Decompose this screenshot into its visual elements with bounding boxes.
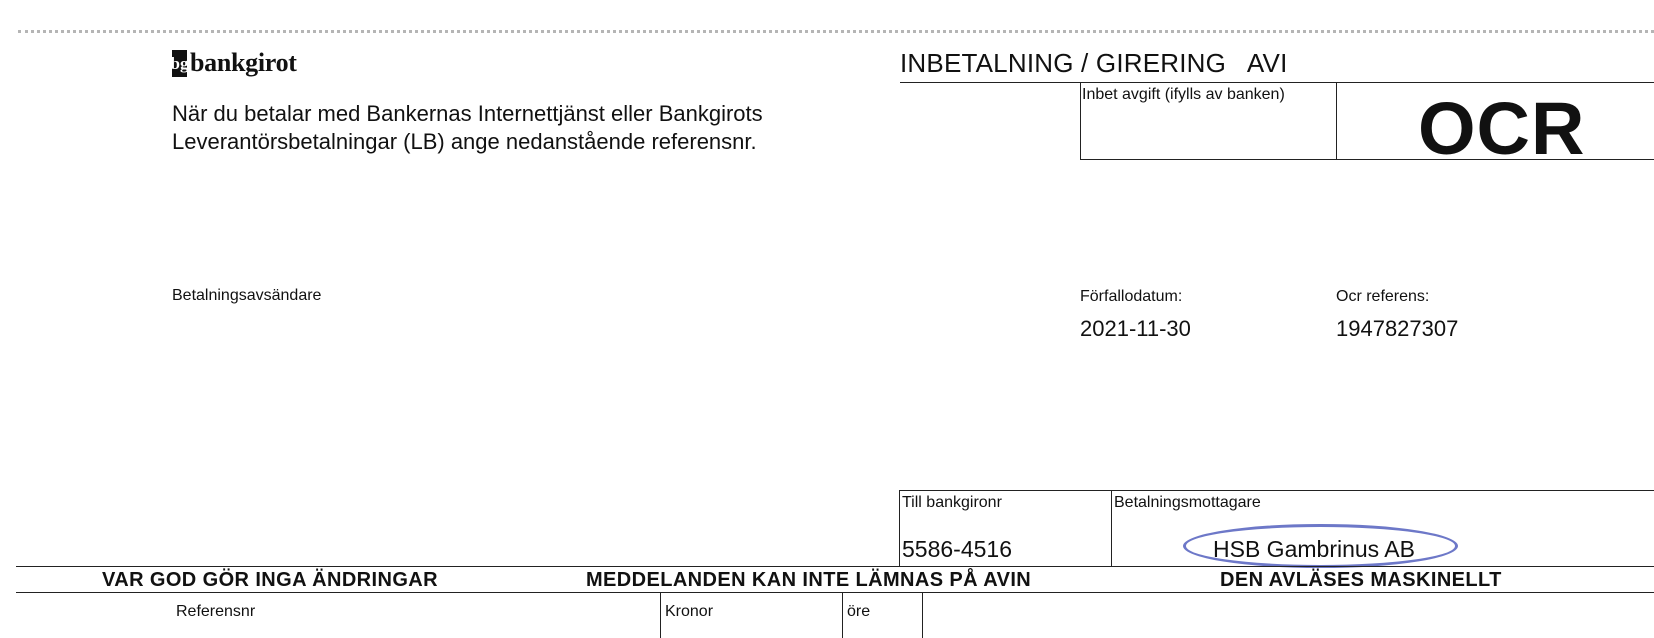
form-title: INBETALNING / GIRERING AVI <box>900 48 1288 78</box>
ocr-reference-label: Ocr referens: <box>1336 288 1430 305</box>
bankgirot-logo-mark: bg <box>172 50 187 77</box>
sender-label: Betalningsavsändare <box>172 287 322 304</box>
recipient-label: Betalningsmottagare <box>1114 494 1261 511</box>
intro-line-1: När du betalar med Bankernas Internettjänst eller Bankgirots <box>172 101 763 126</box>
kronor-label: Kronor <box>665 603 714 620</box>
notice-no-messages: MEDDELANDEN KAN INTE LÄMNAS PÅ AVIN <box>586 569 1032 591</box>
ocr-badge: OCR <box>1418 87 1586 170</box>
footer-divider <box>842 593 843 638</box>
reference-number-label: Referensnr <box>176 603 256 620</box>
bankgirot-logo <box>172 48 297 78</box>
fee-label: Inbet avgift (ifylls av banken) <box>1082 86 1285 103</box>
bankgiro-value: 5586-4516 <box>902 536 1012 562</box>
intro-line-2: Leverantörsbetalningar (LB) ange nedanstående referensnr. <box>172 129 757 154</box>
footer-divider <box>922 593 923 638</box>
footer-divider <box>660 593 661 638</box>
ocr-reference-value: 1947827307 <box>1336 316 1459 341</box>
bankgirot-logo-text: bankgirot <box>190 48 297 77</box>
ore-label: öre <box>847 603 871 620</box>
payment-box-divider <box>1111 490 1112 566</box>
intro-text <box>172 100 763 156</box>
due-date-value: 2021-11-30 <box>1080 316 1191 341</box>
recipient-value: HSB Gambrinus AB <box>1213 536 1415 562</box>
notice-band-top-rule <box>16 566 1654 567</box>
perforation-line <box>18 30 1654 33</box>
notice-no-changes: VAR GOD GÖR INGA ÄNDRINGAR <box>102 569 438 591</box>
notice-band-bottom-rule <box>16 592 1654 593</box>
due-date-label: Förfallodatum: <box>1080 288 1183 305</box>
notice-machine-read: DEN AVLÄSES MASKINELLT <box>1220 569 1502 591</box>
bankgiro-label: Till bankgironr <box>902 494 1002 511</box>
